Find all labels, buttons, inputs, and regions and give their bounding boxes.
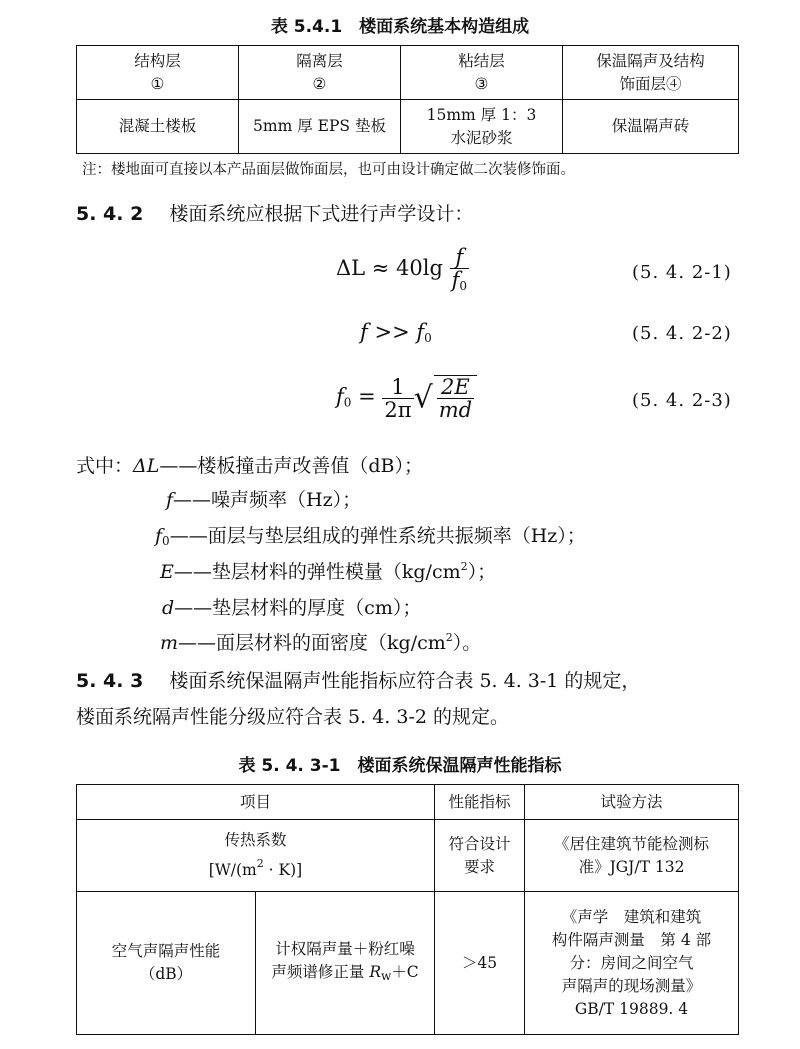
- equation-2-operator: >>: [374, 320, 410, 344]
- table1: [76, 45, 739, 154]
- equation-1-label: (5. 4. 2-1): [632, 262, 732, 283]
- where-line-3: $f_0——$面层与垫层组成的弹性系统共振频率（Hz）；: [155, 525, 586, 548]
- table1-header-cell: 结构层 ①: [77, 46, 239, 100]
- table1-cell: 混凝土楼板: [77, 100, 239, 154]
- table2-header-item: 项目: [77, 785, 435, 820]
- table2-cell-index: ＞45: [435, 892, 525, 1035]
- equation-1-lhs: ΔL ≈ 40lg: [336, 255, 443, 280]
- equation-3: $f_0$ = $\frac{1}{2\pi}$ √ $\frac{2E}{md}$: [336, 375, 477, 421]
- where-line-6: m——面层材料的面密度$(kg/cm^2)$。: [160, 631, 482, 654]
- clause-5-4-2: [76, 200, 473, 228]
- equation-2-rhs: f: [416, 320, 425, 344]
- table2-header-index: 性能指标: [435, 785, 525, 820]
- table2-cell-method: 《居住建筑节能检测标 准》JGJ/T 132: [525, 820, 739, 892]
- table1-cell: 5mm 厚 EPS 垫板: [239, 100, 401, 154]
- table1-header-cell: 保温隔声及结构 饰面层④: [563, 46, 739, 100]
- equation-1-numerator: f: [450, 246, 469, 269]
- table2-header-row: [77, 785, 739, 820]
- table1-header-cell: 粘结层 ③: [401, 46, 563, 100]
- table2-cell-method: 《声学 建筑和建筑 构件隔声测量 第 4 部 分：房间之间空气 声隔声的现场测量》 GB/T 19889. 4: [525, 892, 739, 1035]
- equation-1: [336, 246, 469, 293]
- equation-1-denominator: f: [451, 268, 460, 293]
- where-line-2: f——噪声频率（Hz）；: [166, 489, 362, 511]
- equation-2-label: (5. 4. 2-2): [632, 323, 732, 344]
- clause-5-4-3-line2: 楼面系统隔声性能分级应符合表 5. 4. 3-2 的规定。: [76, 706, 510, 728]
- table2-header-method: 试验方法: [525, 785, 739, 820]
- where-line-5: d——垫层材料的厚度（cm）；: [162, 597, 422, 619]
- table2-row: [77, 820, 739, 892]
- equation-2-lhs: f: [360, 320, 368, 344]
- equation-3-lhs: f: [336, 384, 344, 409]
- equation-3-fraction: $\frac{1}{2\pi}$: [384, 374, 412, 422]
- table2-caption: 表 5. 4. 3-1 楼面系统保温隔声性能指标: [238, 756, 562, 776]
- clause-5-4-3: 5. 4. 3 楼面系统保温隔声性能指标应符合表 5. 4. 3-1 的规定，: [76, 670, 641, 692]
- table2-cell-item: 空气声隔声性能 （dB）: [77, 892, 256, 1035]
- equation-2: $f >> f_0$: [360, 320, 432, 345]
- table1-row: [77, 100, 739, 154]
- table1-header-row: [77, 46, 739, 100]
- clause-number: 5. 4. 2: [76, 203, 144, 225]
- table1-caption: 表 5.4.1 楼面系统基本构造组成: [270, 17, 530, 37]
- table1-cell: 15mm 厚 1：3 水泥砂浆: [401, 100, 563, 154]
- table1-cell: 保温隔声砖: [563, 100, 739, 154]
- table2: [76, 784, 739, 1035]
- equation-1-fraction: $\frac{f}{f_0}$: [451, 245, 468, 294]
- table2-row: [77, 892, 739, 1035]
- table2-cell-subitem: 计权隔声量＋粉红噪 声频谱修正量 $R_w+C$: [256, 892, 435, 1035]
- table2-cell-index: 符合设计 要求: [435, 820, 525, 892]
- clause-text: 楼面系统应根据下式进行声学设计：: [169, 203, 474, 225]
- table1-header-cell: 隔离层 ②: [239, 46, 401, 100]
- clause-number: 5. 4. 3: [76, 670, 144, 692]
- table2-cell-item: 传热系数 $[W/(m^2 \cdot K)]$: [77, 820, 435, 892]
- where-line-4: E——垫层材料的弹性模量$(kg/cm^2)$；: [160, 560, 497, 583]
- equation-3-label: (5. 4. 2-3): [632, 390, 732, 411]
- where-line-1: 式中：ΔL——楼板撞击声改善值（dB）；: [76, 455, 423, 477]
- table1-note: 注：楼地面可直接以本产品面层做饰面层，也可由设计确定做二次装修饰面。: [82, 162, 575, 178]
